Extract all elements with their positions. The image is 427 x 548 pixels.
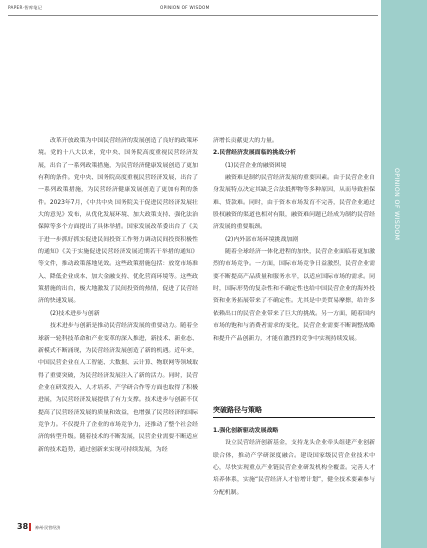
left-column xyxy=(38,135,198,456)
paragraph: 济增长贡献更大的力量。 xyxy=(213,138,278,144)
footer-accent-bar xyxy=(29,523,31,531)
header-rule xyxy=(8,15,378,16)
section-title: 突破路径与策略 xyxy=(213,406,262,414)
header-left: PAPER·智库笔记 xyxy=(8,5,43,10)
paragraph: 随着全球经济一体化进程的加快，民营企业面临着更加激烈的市场竞争。一方面，国际市场竞争日益激烈，民营企业需要不断提高产品质量和服务水平，以适应国际市场的需求。同时，国际形势的复杂性和不确定性也给中国民营企业的海外投资和业务拓展带来了不确定性。尤其是中美贸易摩擦，给许多依赖出口的民营企业带来了巨大的挑战。另一方面，随着国内市场的饱和与消费者需求的变化，民营企业需要不断调整战略和提升产品创新力，才能在激烈的竞争中实现持续发展。 xyxy=(213,249,375,342)
paragraph: 融资难是制约民营经济发展的重要因素。由于民营企业自身发展特点决定其缺乏合法抵押物等多种原因，从而导致担保难、贷款难。同时，由于资本市场发育不完善，民营企业通过股权融资的渠道也相对有限，融资难问题已经成为制约民营经济发展的重要瓶颈。 xyxy=(213,175,375,231)
sidebar-band xyxy=(381,0,427,548)
section-rule xyxy=(213,417,375,418)
sidebar-vertical-text: OPINION OF WISDOM xyxy=(393,168,400,241)
footer-publication: 神州·民营经济 xyxy=(35,525,61,530)
header-center: OPINION OF WISDOM xyxy=(160,5,210,10)
paragraph: 2.民营经济发展面临的挑战分析 xyxy=(213,150,296,157)
paragraph: 技术进步与创新是推动民营经济发展的重要动力。随着全球新一轮科技革命和产业变革的深入推进，新技术、新业态、新模式不断涌现，为民营经济发展创造了新的机遇。近年来，中国民营企业在人工智能、大数据、云计算、物联网等领域取得了重要突破，为民营经济发展注入了新的活力。同时，民营企业在研发投入、人才培养、产学研合作等方面也取得了积极进展，为民营经济发展提供了有力支撑。技术进步与创新不仅提高了民营经济发展的质量和效益，也增强了民营经济的国际竞争力。不仅提升了企业的市场竞争力，还推动了整个社会经济的转型升级。随着技术的不断发展，民营企业需要不断适应新的技术趋势，通过创新来实现可持续发展，为经 xyxy=(38,323,198,453)
right-column-lower xyxy=(213,425,375,499)
paragraph: (1)民营企业的融资困境 xyxy=(225,162,287,169)
paragraph: 改革开放政策为中国民营经济的发展创造了良好的政策环境。党的十八大以来，党中央、国务院高度重视民营经济发展，出台了一系列政策措施，为民营经济健康发展创造了更加有利的条件。党中央、国务院高度重视民营经济发展，出台了一系列政策措施，为民营经济健康发展创造了更加有利的条件。2023年7月，《中共中央 国务院关于促进民营经济发展壮大的意见》发布，从优化发展环境、加大政策支持、强化法治保障等多个方面提出了具体举措。国家发展改革委出台了《关于进一步抓好抓实促进民间投资工作努力调动民间投资积极性的通知》《关于实施促进民营经济发展近期若干举措的通知》等文件，推动政策落地见效。这些政策措施包括：放宽市场准入、降低企业成本、加大金融支持、优化营商环境等。这些政策措施的出台，极大地激发了民间投资的热情，促进了民营经济的快速发展。 xyxy=(38,138,198,305)
paragraph: 1.强化创新驱动发展战略 xyxy=(213,428,279,434)
paragraph: 设立民营经济创新基金，支持龙头企业牵头组建产业创新联合体，推动产学研深度融合。建设国家级民营企业技术中心，尽快实现重点产业链民营企业研发机构全覆盖。完善人才培养体系，实施“民营经济人才倍增计划”，健全技术要素参与分配机制。 xyxy=(213,440,375,496)
right-column xyxy=(213,135,375,345)
paragraph: (2)技术进步与创新 xyxy=(50,310,100,317)
page-number: 38 xyxy=(17,522,29,531)
paragraph: (2)内外部市场环境挑战加剧 xyxy=(225,236,299,243)
